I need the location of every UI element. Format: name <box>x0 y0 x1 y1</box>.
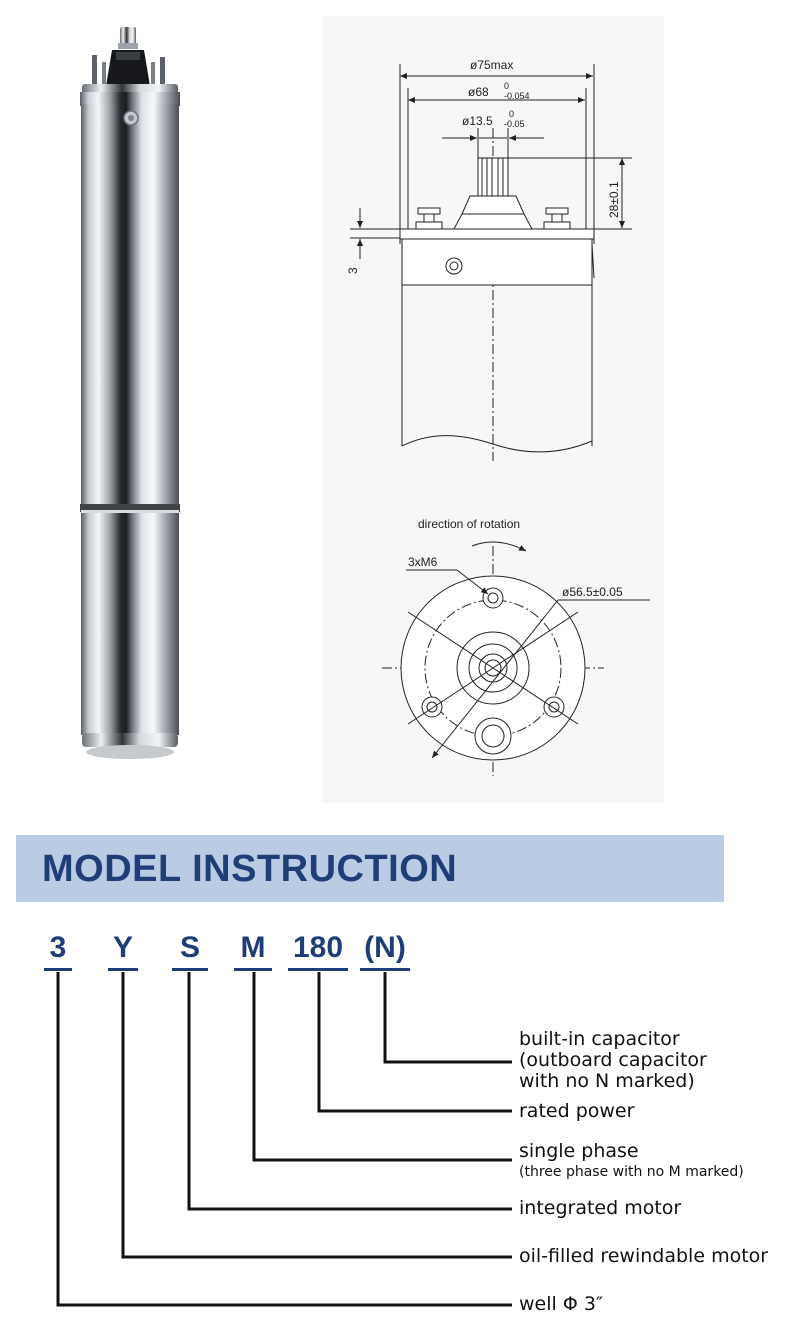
connector-integrated-motor <box>189 972 512 1209</box>
desc-oil-filled: oil-filled rewindable motor <box>519 1245 769 1267</box>
dim-shaft-tol-lower: -0.05 <box>504 119 525 129</box>
desc-integrated-motor: integrated motor <box>519 1197 682 1219</box>
desc-rated-power: rated power <box>519 1100 635 1122</box>
dim-outer-diameter: ø75max <box>470 58 514 72</box>
connector-capacitor <box>385 972 512 1062</box>
desc-single-phase: single phase <box>519 1140 639 1162</box>
desc-capacitor-line2: (outboard capacitor <box>519 1049 707 1071</box>
connector-single-phase <box>254 972 512 1160</box>
rotation-label: direction of rotation <box>418 517 521 531</box>
desc-capacitor-line3: with no N marked) <box>519 1070 695 1092</box>
dim-shaft-tol-upper: 0 <box>509 109 515 119</box>
pcd-label: ø56.5±0.05 <box>562 585 623 599</box>
motor-lower-body <box>81 513 179 735</box>
rotation-arrow-icon <box>472 542 526 551</box>
bolt-label: 3xM6 <box>408 555 438 569</box>
code-integrated: S <box>179 931 200 964</box>
dim-flange-thickness: 3 <box>346 267 360 274</box>
connector-well <box>58 972 512 1305</box>
dim-shaft-diameter: ø13.5 <box>462 114 493 128</box>
banner-title: MODEL INSTRUCTION <box>42 848 458 890</box>
code-rated-power: 180 <box>292 931 344 964</box>
dim-shaft-height: 28±0.1 <box>607 181 621 218</box>
code-single-phase: M <box>240 931 266 964</box>
connector-rated-power <box>319 972 512 1111</box>
technical-drawing <box>322 16 664 803</box>
dim-body-diameter: ø68 <box>468 85 489 99</box>
desc-well: well Φ 3″ <box>519 1293 604 1315</box>
model-instruction-banner <box>16 835 724 902</box>
drawing-svg <box>322 16 664 803</box>
code-well: 3 <box>49 931 67 964</box>
motor-upper-body <box>81 104 179 506</box>
desc-single-phase-note: (three phase with no M marked) <box>519 1164 744 1180</box>
dim-body-tol-lower: -0.054 <box>504 91 530 101</box>
motor-shaft <box>106 27 150 86</box>
desc-capacitor-line1: built-in capacitor <box>519 1028 680 1050</box>
motor-photo <box>0 0 300 800</box>
dim-body-tol-upper: 0 <box>504 81 510 91</box>
code-oil-filled: Y <box>112 931 133 964</box>
code-capacitor: (N) <box>364 931 406 964</box>
model-code-connectors <box>0 960 800 1333</box>
